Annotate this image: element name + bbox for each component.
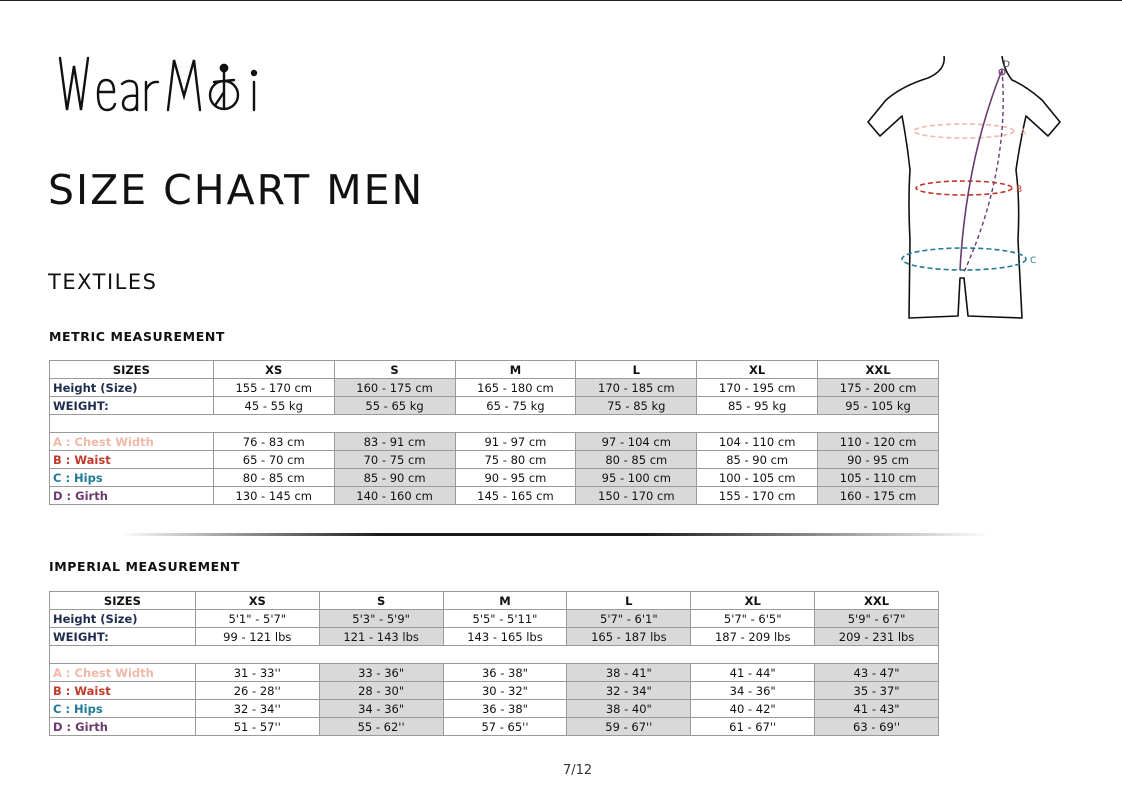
table-cell: 160 - 175 cm	[334, 379, 455, 397]
table-cell: 160 - 175 cm	[818, 487, 939, 505]
table-cell: 99 - 121 lbs	[195, 628, 319, 646]
header-cell: L	[567, 592, 691, 610]
table-cell: 170 - 185 cm	[576, 379, 697, 397]
imperial-title: IMPERIAL MEASUREMENT	[49, 559, 240, 574]
table-cell: 90 - 95 cm	[455, 469, 576, 487]
table-cell: 75 - 80 cm	[455, 451, 576, 469]
table-cell: 65 - 75 kg	[455, 397, 576, 415]
table-row	[50, 379, 939, 397]
body-measurement-figure	[862, 50, 1072, 328]
imperial-size-table	[49, 591, 939, 736]
header-cell: S	[319, 592, 443, 610]
row-label: D : Girth	[50, 487, 214, 505]
table-cell: 75 - 85 kg	[576, 397, 697, 415]
table-cell: 155 - 170 cm	[697, 487, 818, 505]
spacer-row	[50, 415, 939, 433]
row-label: A : Chest Width	[50, 664, 196, 682]
table-cell: 40 - 42"	[691, 700, 815, 718]
table-cell: 43 - 47"	[815, 664, 939, 682]
table-cell: 26 - 28''	[195, 682, 319, 700]
table-cell: 130 - 145 cm	[213, 487, 334, 505]
table-cell: 57 - 65''	[443, 718, 567, 736]
table-cell: 104 - 110 cm	[697, 433, 818, 451]
table-row	[50, 664, 939, 682]
table-cell: 91 - 97 cm	[455, 433, 576, 451]
table-row	[50, 718, 939, 736]
table-cell: 5'3" - 5'9"	[319, 610, 443, 628]
table-cell: 165 - 180 cm	[455, 379, 576, 397]
table-cell: 30 - 32"	[443, 682, 567, 700]
table-cell: 143 - 165 lbs	[443, 628, 567, 646]
table-cell: 34 - 36"	[691, 682, 815, 700]
table-cell: 105 - 110 cm	[818, 469, 939, 487]
table-cell: 34 - 36"	[319, 700, 443, 718]
table-row	[50, 433, 939, 451]
table-cell: 45 - 55 kg	[213, 397, 334, 415]
table-cell: 35 - 37"	[815, 682, 939, 700]
table-cell: 33 - 36"	[319, 664, 443, 682]
table-row	[50, 682, 939, 700]
table-cell: 51 - 57''	[195, 718, 319, 736]
table-cell: 55 - 62''	[319, 718, 443, 736]
table-row	[50, 487, 939, 505]
row-label: WEIGHT:	[50, 397, 214, 415]
table-cell: 63 - 69''	[815, 718, 939, 736]
table-cell: 170 - 195 cm	[697, 379, 818, 397]
table-cell: 41 - 44"	[691, 664, 815, 682]
table-header-row	[50, 592, 939, 610]
table-cell: 155 - 170 cm	[213, 379, 334, 397]
row-label: Height (Size)	[50, 610, 196, 628]
table-cell: 41 - 43"	[815, 700, 939, 718]
header-cell: S	[334, 361, 455, 379]
table-row	[50, 610, 939, 628]
table-cell: 209 - 231 lbs	[815, 628, 939, 646]
table-cell: 38 - 41"	[567, 664, 691, 682]
header-cell: SIZES	[50, 592, 196, 610]
label-c: C	[1030, 256, 1037, 266]
spacer-cell	[50, 415, 939, 433]
page-number: 7/12	[563, 763, 593, 778]
row-label: D : Girth	[50, 718, 196, 736]
table-cell: 36 - 38"	[443, 664, 567, 682]
table-cell: 90 - 95 cm	[818, 451, 939, 469]
table-cell: 32 - 34"	[567, 682, 691, 700]
row-label: C : Hips	[50, 700, 196, 718]
table-cell: 28 - 30"	[319, 682, 443, 700]
table-row	[50, 469, 939, 487]
header-cell: M	[455, 361, 576, 379]
table-cell: 55 - 65 kg	[334, 397, 455, 415]
table-cell: 76 - 83 cm	[213, 433, 334, 451]
table-cell: 100 - 105 cm	[697, 469, 818, 487]
table-cell: 85 - 95 kg	[697, 397, 818, 415]
table-cell: 5'9" - 6'7"	[815, 610, 939, 628]
header-cell: M	[443, 592, 567, 610]
table-cell: 165 - 187 lbs	[567, 628, 691, 646]
table-row	[50, 397, 939, 415]
table-cell: 95 - 105 kg	[818, 397, 939, 415]
table-cell: 5'5" - 5'11"	[443, 610, 567, 628]
body-outline-icon	[862, 50, 1072, 328]
table-cell: 32 - 34''	[195, 700, 319, 718]
table-cell: 38 - 40"	[567, 700, 691, 718]
spacer-cell	[50, 646, 939, 664]
table-cell: 175 - 200 cm	[818, 379, 939, 397]
row-label: WEIGHT:	[50, 628, 196, 646]
spacer-row	[50, 646, 939, 664]
table-cell: 121 - 143 lbs	[319, 628, 443, 646]
header-cell: L	[576, 361, 697, 379]
table-cell: 187 - 209 lbs	[691, 628, 815, 646]
page-title: SIZE CHART MEN	[48, 166, 425, 214]
label-b: B	[1016, 185, 1023, 195]
table-cell: 80 - 85 cm	[213, 469, 334, 487]
table-header-row	[50, 361, 939, 379]
table-cell: 95 - 100 cm	[576, 469, 697, 487]
label-d: D	[1003, 60, 1010, 70]
table-cell: 59 - 67''	[567, 718, 691, 736]
section-divider	[120, 533, 990, 536]
metric-title: METRIC MEASUREMENT	[49, 329, 226, 344]
header-cell: SIZES	[50, 361, 214, 379]
table-cell: 110 - 120 cm	[818, 433, 939, 451]
row-label: Height (Size)	[50, 379, 214, 397]
header-cell: XL	[691, 592, 815, 610]
row-label: B : Waist	[50, 682, 196, 700]
header-cell: XL	[697, 361, 818, 379]
table-cell: 83 - 91 cm	[334, 433, 455, 451]
header-cell: XS	[195, 592, 319, 610]
table-cell: 97 - 104 cm	[576, 433, 697, 451]
table-cell: 31 - 33''	[195, 664, 319, 682]
table-cell: 5'7" - 6'1"	[567, 610, 691, 628]
table-cell: 65 - 70 cm	[213, 451, 334, 469]
header-cell: XXL	[815, 592, 939, 610]
row-label: B : Waist	[50, 451, 214, 469]
section-title: TEXTILES	[48, 270, 158, 294]
table-cell: 61 - 67''	[691, 718, 815, 736]
top-rule	[0, 0, 1122, 1]
table-cell: 5'1" - 5'7"	[195, 610, 319, 628]
header-cell: XS	[213, 361, 334, 379]
metric-size-table	[49, 360, 939, 505]
table-cell: 150 - 170 cm	[576, 487, 697, 505]
table-cell: 36 - 38"	[443, 700, 567, 718]
brand-logo	[58, 52, 278, 118]
header-cell: XXL	[818, 361, 939, 379]
label-a: A	[1020, 128, 1027, 138]
table-row	[50, 451, 939, 469]
table-row	[50, 628, 939, 646]
table-cell: 80 - 85 cm	[576, 451, 697, 469]
row-label: C : Hips	[50, 469, 214, 487]
table-row	[50, 700, 939, 718]
table-cell: 145 - 165 cm	[455, 487, 576, 505]
table-cell: 85 - 90 cm	[697, 451, 818, 469]
table-cell: 140 - 160 cm	[334, 487, 455, 505]
table-cell: 85 - 90 cm	[334, 469, 455, 487]
row-label: A : Chest Width	[50, 433, 214, 451]
table-cell: 70 - 75 cm	[334, 451, 455, 469]
table-cell: 5'7" - 6'5"	[691, 610, 815, 628]
wear-moi-logo-icon	[58, 52, 278, 118]
